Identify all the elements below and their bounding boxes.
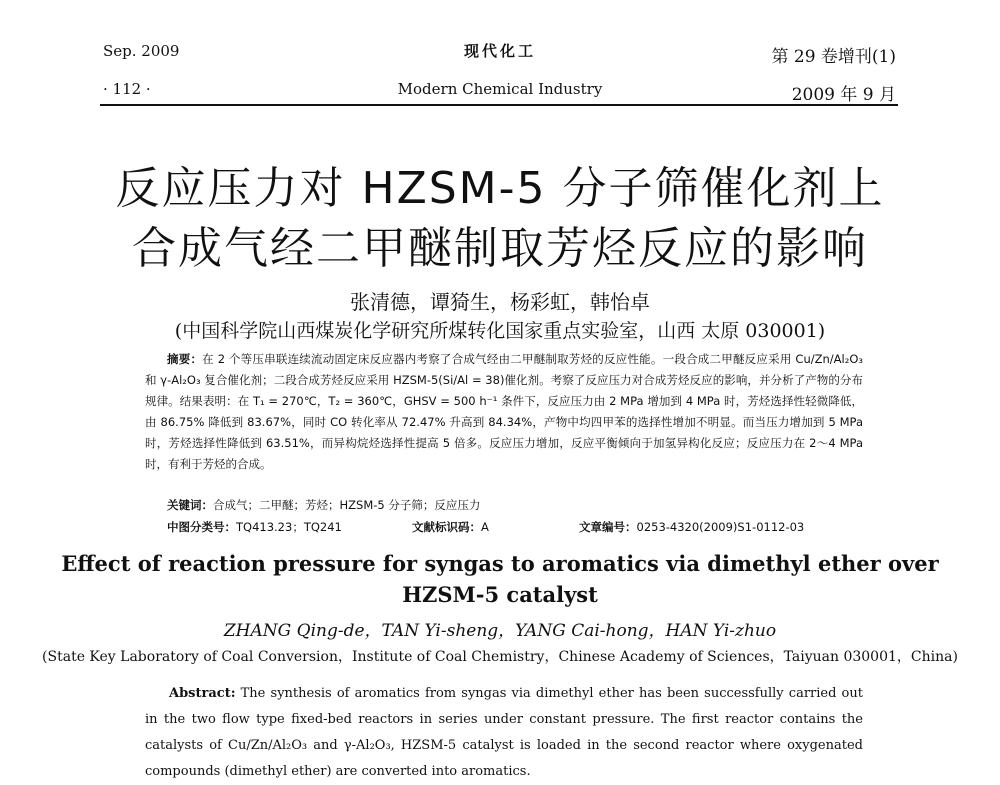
header-rule: [100, 104, 898, 106]
title-en-line-1: Effect of reaction pressure for syngas to aromatics via dimethyl ether over: [61, 551, 939, 576]
document-code-label: 文献标识码：: [412, 520, 481, 534]
affiliation-en: (State Key Laboratory of Coal Conversion，Institute of Coal Chemistry，Chinese Academy of Sciences，Taiyuan 030001，China): [42, 649, 958, 665]
title-cn-line-1: 反应压力对 HZSM-5 分子筛催化剂上: [115, 163, 885, 214]
title-en-line-2: HZSM-5 catalyst: [402, 582, 598, 607]
article-number-label: 文章编号：: [579, 520, 637, 534]
authors-cn: 张清德，谭猗生，杨彩虹，韩怡卓: [350, 290, 650, 314]
keywords-cn-text: 合成气；二甲醚；芳烃；HZSM-5 分子筛；反应压力: [213, 498, 481, 512]
header-issue-date: 2009 年 9 月: [791, 85, 896, 105]
header-date: Sep. 2009: [103, 42, 180, 60]
article-number-value: 0253-4320(2009)S1-0112-03: [636, 520, 805, 534]
journal-title-cn: 现代化工: [463, 42, 536, 60]
header-volume: 第 29 卷增刊(1): [771, 47, 896, 67]
authors-en: ZHANG Qing-de，TAN Yi-sheng，YANG Cai-hong，HAN Yi-zhuo: [223, 621, 777, 641]
affiliation-cn: (中国科学院山西煤炭化学研究所煤转化国家重点实验室，山西 太原 030001): [174, 320, 826, 342]
journal-title-en: Modern Chemical Industry: [397, 80, 603, 98]
abstract-en-label: Abstract:: [169, 686, 236, 701]
clc-label: 中图分类号：: [167, 520, 236, 534]
clc-value: TQ413.23；TQ241: [236, 520, 342, 534]
clc-number: [167, 519, 342, 535]
abstract-cn-label: 摘要：: [167, 352, 203, 366]
abstract-cn-text: 在 2 个等压串联连续流动固定床反应器内考察了合成气经由二甲醚制取芳烃的反应性能。一段合成二甲醚反应采用 Cu/Zn/Al₂O₃ 和 γ-Al₂O₃ 复合催化剂；二段合成芳烃反应采用 HZSM-5(Si/Al = 38)催化剂。考察了反应压力对合成芳烃反应的影响，并分析了产物的分布规律。结果表明：在 T₁ = 270℃，T₂ = 360℃，GHSV = 500 h⁻¹ 条件下，反应压力由 2 MPa 增加到 4 MPa 时，芳烃选择性轻微降低，由 86.75% 降低到 83.67%，同时 CO 转化率从 72.47% 升高到 84.34%，产物中均四甲苯的选择性增加不明显。而当压力增加到 5 MPa 时，芳烃选择性降低到 63.51%，而异构烷烃选择性提高 5 倍多。反应压力增加，反应平衡倾向于加氢异构化反应；反应压力在 2～4 MPa 时，有利于芳烃的合成。: [145, 352, 863, 471]
header-page-number: · 112 ·: [103, 80, 151, 98]
keywords-cn-label: 关键词：: [167, 498, 213, 512]
article-number: [579, 519, 804, 535]
title-cn-line-2: 合成气经二甲醚制取芳烃反应的影响: [132, 223, 868, 274]
keywords-cn: [167, 497, 480, 513]
abstract-cn: [145, 349, 863, 475]
abstract-en-text: The synthesis of aromatics from syngas via dimethyl ether has been successfully carried out in the two flow type fixed-bed reactors in series under constant pressure. The first reactor contains the catalysts of Cu/Zn/Al₂O₃ and γ-Al₂O₃, HZSM-5 catalyst is loaded in the second reactor where oxygenated compounds (dimethyl ether) are converted into aromatics.: [145, 686, 863, 779]
abstract-en: [145, 681, 863, 785]
document-code: [412, 519, 489, 535]
document-code-value: A: [481, 520, 489, 534]
